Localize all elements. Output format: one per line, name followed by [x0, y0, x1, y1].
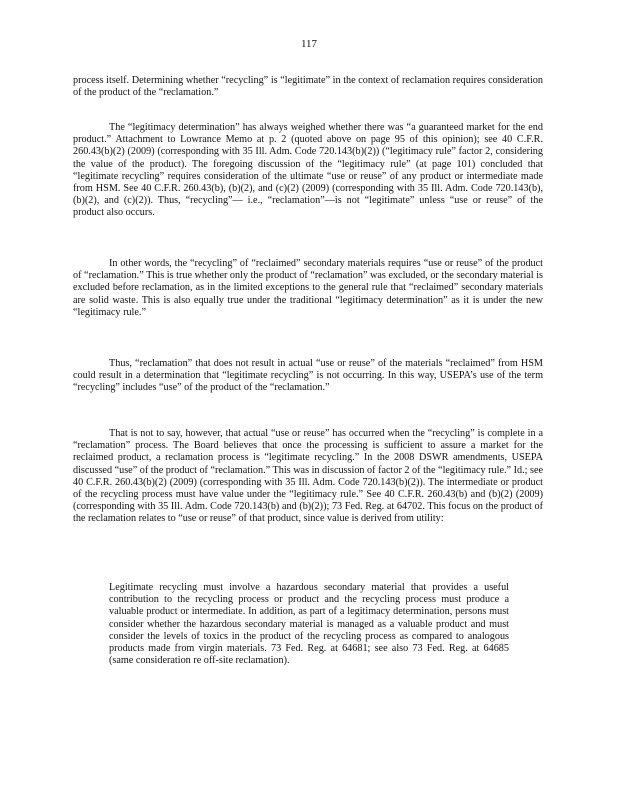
- paragraph-2: The “legitimacy determination” has always weighed whether there was “a guaranteed market for the end product.” Attachment to Lowrance Memo at p. 2 (quoted above on page 95 of this opinion); see 40 C.F.R. 260.43(b)(2) (2009) (corresponding with 35 Ill. Adm. Code 720.143(b)(2)) (“legitimacy rule” factor 2, considering the value of the product). The foregoing discussion of the “legitimacy rule” (at page 101) concluded that “legitimate recycling” requires consideration of the ultimate “use or reuse” of any product or intermediate made from HSM. See 40 C.F.R. 260.43(b), (b)(2), and (c)(2) (2009) (corresponding with 35 Ill. Adm. Code 720.143(b), (b)(2), and (c)(2)). Thus, “recycling”— i.e., “reclamation”—is not “legitimate” unless “use or reuse” of the product also occurs.: [73, 122, 543, 219]
- block-quote: Legitimate recycling must involve a hazardous secondary material that provides a useful contribution to the recycling process or product and the recycling process must produce a valuable product or intermediate. In addition, as part of a legitimacy determination, persons must consider whether the hazardous secondary material is managed as a valuable product and must consider the levels of toxics in the product of the recycling process as compared to analogous products made from virgin materials. 73 Fed. Reg. at 64681; see also 73 Fed. Reg. at 64685 (same consideration re off-site reclamation).: [109, 582, 509, 667]
- paragraph-5: That is not to say, however, that actual “use or reuse” has occurred when the “recycling” is complete in a “reclamation” process. The Board believes that once the processing is sufficient to assure a market for the reclaimed product, a reclamation process is “legitimate recycling.” In the 2008 DSWR amendments, USEPA discussed “use” of the product of “reclamation.” This was in discussion of factor 2 of the “legitimacy rule.” Id.; see 40 C.F.R. 260.43(b)(2) (2009) (corresponding with 35 Ill. Adm. Code 720.143(b)(2)). The intermediate or product of the recycling process must have value under the “legitimacy rule.” See 40 C.F.R. 260.43(b) and (b)(2) (2009) (corresponding with 35 Ill. Adm. Code 720.143(b) and (b)(2)); 73 Fed. Reg. at 64702. This focus on the product of the reclamation relates to “use or reuse” of that product, since value is derived from utility:: [73, 428, 543, 525]
- paragraph-4: Thus, “reclamation” that does not result in actual “use or reuse” of the materials “reclaimed” from HSM could result in a determination that “legitimate recycling” is not occurring. In this way, USEPA’s use of the term “recycling” includes “use” of the product of the “reclamation.”: [73, 358, 543, 394]
- paragraph-1: process itself. Determining whether “recycling” is “legitimate” in the context of reclamation requires consideration of the product of the “reclamation.”: [73, 75, 543, 99]
- page-number: 117: [300, 38, 318, 50]
- paragraph-3: In other words, the “recycling” of “reclaimed” secondary materials requires “use or reuse” of the product of “reclamation.” This is true whether only the product of “reclamation” was excluded, or the secondary material is excluded before reclamation, as in the limited exceptions to the general rule that “reclaimed” secondary materials are solid waste. This is also equally true under the traditional “legitimacy determination” as it is under the new “legitimacy rule.”: [73, 258, 543, 318]
